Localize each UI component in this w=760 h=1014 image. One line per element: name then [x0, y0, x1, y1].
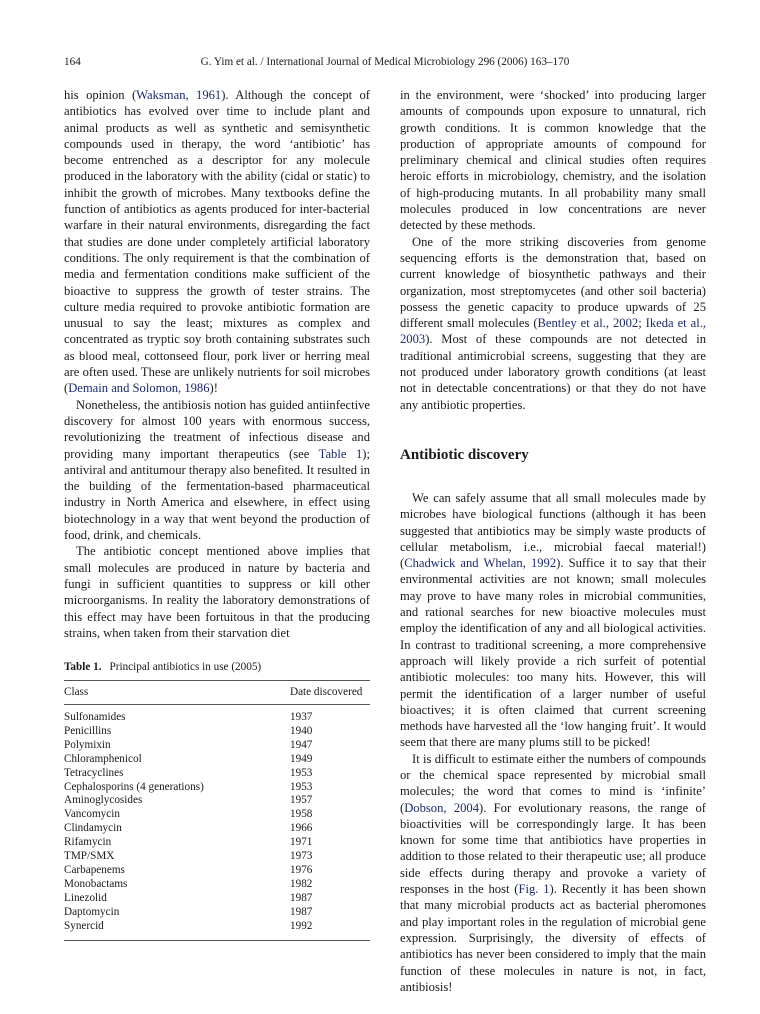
paragraph-text: ). Suffice it to say that their environmental activities are not known; small molecules may prove to have many roles in microbial communities, and rational searches for new bioactive molecules must employ the identification of any and all biological activities. In contrast to traditional screening, a more comprehensive approach will likely provide a rich surfeit of potential antibiotic molecules: too many hits. However, this will permit the identification of a larger number of useful bioactives; it is often claimed that current screening methods have harvested all the ‘low hanging fruit’. It would seem that there are many plums still to be picked! — [400, 556, 706, 750]
cell-date-discovered: 1987 — [290, 891, 313, 904]
cell-class: Monobactams — [64, 877, 128, 890]
antibiotics-table — [64, 680, 370, 941]
table-title: Principal antibiotics in use (2005) — [109, 661, 262, 673]
cell-date-discovered: 1953 — [290, 780, 313, 793]
citation-link[interactable]: Demain and Solomon, 1986 — [68, 381, 210, 396]
paragraph — [64, 87, 370, 397]
cell-class: Vancomycin — [64, 808, 120, 821]
paragraph-text: ); antiviral and antitumour therapy also benefited. It resulted in the building of the fermentation-based pharmaceutical industry in North America and elsewhere, in effect using biotechnology in a way that went beyond the production of food, drink, and chemicals. — [64, 446, 371, 543]
cell-date-discovered: 1947 — [290, 738, 313, 751]
table-row — [64, 836, 370, 850]
cell-class: Linezolid — [64, 891, 107, 904]
column-header-class: Class — [64, 686, 89, 698]
cell-class: Penicillins — [64, 724, 112, 737]
cell-class: Tetracyclines — [64, 766, 124, 779]
table-label: Table 1. — [64, 661, 102, 673]
table-row — [64, 878, 370, 892]
table-row — [64, 822, 370, 836]
cell-date-discovered: 1992 — [290, 919, 313, 932]
table-caption — [64, 660, 370, 674]
cell-class: Clindamycin — [64, 822, 122, 835]
table-row — [64, 753, 370, 767]
citation-link[interactable]: Table 1 — [318, 446, 363, 461]
cell-class: Sulfonamides — [64, 711, 126, 723]
cell-date-discovered: 1957 — [290, 794, 313, 807]
paragraph-text: )! — [209, 381, 218, 396]
table-row — [64, 739, 370, 753]
paragraph — [64, 397, 370, 544]
paragraph — [400, 87, 706, 234]
table-row — [64, 892, 370, 906]
paragraph — [400, 751, 706, 995]
cell-class: Polymixin — [64, 738, 111, 751]
table-row — [64, 850, 370, 864]
citation-link[interactable]: Fig. 1 — [518, 882, 550, 897]
paragraph — [64, 543, 370, 641]
column-header-date: Date discovered — [290, 686, 363, 698]
page-number: 164 — [64, 56, 81, 68]
cell-class: Cephalosporins (4 generations) — [64, 780, 204, 793]
cell-date-discovered: 1973 — [290, 850, 313, 863]
section-heading: Antibiotic discovery — [400, 446, 529, 463]
table-row — [64, 808, 370, 822]
left-column — [64, 87, 370, 641]
table-row — [64, 906, 370, 920]
cell-class: Rifamycin — [64, 836, 112, 849]
cell-class: Synercid — [64, 919, 104, 932]
table-header-row — [64, 681, 370, 705]
cell-date-discovered: 1940 — [290, 724, 313, 737]
paragraph-text: ). For evolutionary reasons, the range of bioactivities will be correspondingly large. It has been known for some time that antibiotics have properties in addition to those related to their therapeutic use; all produce side effects during therapy and provoke a variety of responses in the host ( — [400, 800, 706, 897]
cell-date-discovered: 1966 — [290, 822, 313, 835]
paragraph-text: his opinion ( — [64, 88, 137, 102]
citation-link[interactable]: Ikeda et al., 2003 — [400, 316, 706, 347]
cell-class: Daptomycin — [64, 905, 120, 918]
citation-link[interactable]: Bentley et al., 2002 — [537, 316, 639, 331]
paragraph-text: Nonetheless, the antibiosis notion has guided antiinfective discovery for almost 100 years with enormous success, revolutionizing the treatment of infectious disease and providing many important therapeutics (see — [64, 397, 370, 461]
citation-link[interactable]: Chadwick and Whelan, 1992 — [404, 556, 557, 571]
paragraph-text: It is difficult to estimate either the numbers of compounds or the chemical space represented by microbial small molecules; the word that comes to mind is ‘infinite’ ( — [400, 751, 706, 815]
cell-date-discovered: 1958 — [290, 808, 313, 821]
table-row — [64, 781, 370, 795]
table-1 — [64, 660, 370, 941]
paragraph-text: in the environment, were ‘shocked’ into producing larger amounts of compounds upon exposure to unnatural, rich growth conditions. It is common knowledge that the production of appropriate amounts of compound for preliminary chemical and clinical studies often requires heroic efforts in microbiology, chemistry, and the isolation of high-producing mutants. In all probability many small molecules produced in low concentrations are never detected by these methods. — [400, 88, 706, 233]
paragraph-text: We can safely assume that all small molecules made by microbes have biological functions (although it has been suggested that antibiotics may be simply waste products of cellular metabolism, i.e., microbial faecal material!) ( — [400, 490, 706, 571]
table-row — [64, 794, 370, 808]
table-row — [64, 920, 370, 940]
cell-date-discovered: 1987 — [290, 905, 313, 918]
paragraph — [400, 490, 706, 751]
table-row — [64, 767, 370, 781]
citation-link[interactable]: Dobson, 2004 — [404, 800, 480, 815]
table-row — [64, 864, 370, 878]
paragraph-text: ). Most of these compounds are not detected in traditional antimicrobial screens, suggesting that they are not produced under laboratory growth conditions (at least not in detectable concentrations) or that they do not have any antibiotic properties. — [400, 332, 706, 412]
cell-date-discovered: 1937 — [290, 711, 313, 723]
paragraph-text: ). Recently it has been shown that many microbial products act as bacterial pheromones and play important roles in the regulation of microbial gene expression. Surprisingly, the diversity of effects of antibiotics has never been considered to imply that the main function of these molecules in nature is not, in fact, antibiosis! — [400, 882, 706, 994]
cell-date-discovered: 1971 — [290, 836, 313, 849]
cell-date-discovered: 1976 — [290, 863, 313, 876]
paragraph-text: ). Although the concept of antibiotics has evolved over time to include plant and animal products as well as synthetic and semisynthetic compounds used in therapy, the word ‘antibiotic’ has become entrenched as a descriptor for any molecule produced in the laboratory with the ability (cidal or static) to inhibit the growth of microbes. Many textbooks define the function of antibiotics as agents produced for inter-bacterial warfare in their natural environments, disregarding the fact that studies are done under completely artificial laboratory conditions. The only requirement is that the combination of media and fermentation conditions make sufficient of the bioactive to suppress the growth of tester strains. The culture media required to provoke antibiotic formation are unusual to say the least; mixtures as complex and concentrated as tryptic soy broth containing substrates such as blood meal, cottonseed flour, pork liver or herring meal are often used. These are unlikely nutrients for soil microbes ( — [64, 88, 371, 396]
paragraph-text: One of the more striking discoveries from genome sequencing efforts is the demonstration that, based on current knowledge of biosynthetic pathways and their organization, most streptomycetes (and other soil bacteria) possess the genetic capacity to produce upwards of 25 different small molecules ( — [400, 234, 706, 331]
cell-class: Carbapenems — [64, 863, 125, 876]
paragraph-text: The antibiotic concept mentioned above implies that small molecules are produced in nature by bacteria and fungi in sufficient quantities to suppress or kill other microorganisms. In reality the laboratory demonstrations of this effect may have been fortuitous in that the producing strains, when taken from their starvation diet — [64, 544, 370, 640]
journal-citation-line: G. Yim et al. / International Journal of Medical Microbiology 296 (2006) 163–170 — [200, 56, 570, 68]
cell-date-discovered: 1953 — [290, 766, 313, 779]
paragraph-text: ; — [638, 316, 646, 331]
cell-date-discovered: 1982 — [290, 877, 313, 890]
citation-link[interactable]: Waksman, 1961 — [136, 88, 222, 102]
cell-class: Chloramphenicol — [64, 752, 142, 765]
table-row — [64, 705, 370, 725]
cell-class: Aminoglycosides — [64, 794, 143, 807]
running-head — [64, 56, 706, 72]
paragraph — [400, 234, 706, 413]
right-column — [400, 87, 706, 995]
cell-date-discovered: 1949 — [290, 752, 313, 765]
table-row — [64, 725, 370, 739]
cell-class: TMP/SMX — [64, 850, 115, 863]
